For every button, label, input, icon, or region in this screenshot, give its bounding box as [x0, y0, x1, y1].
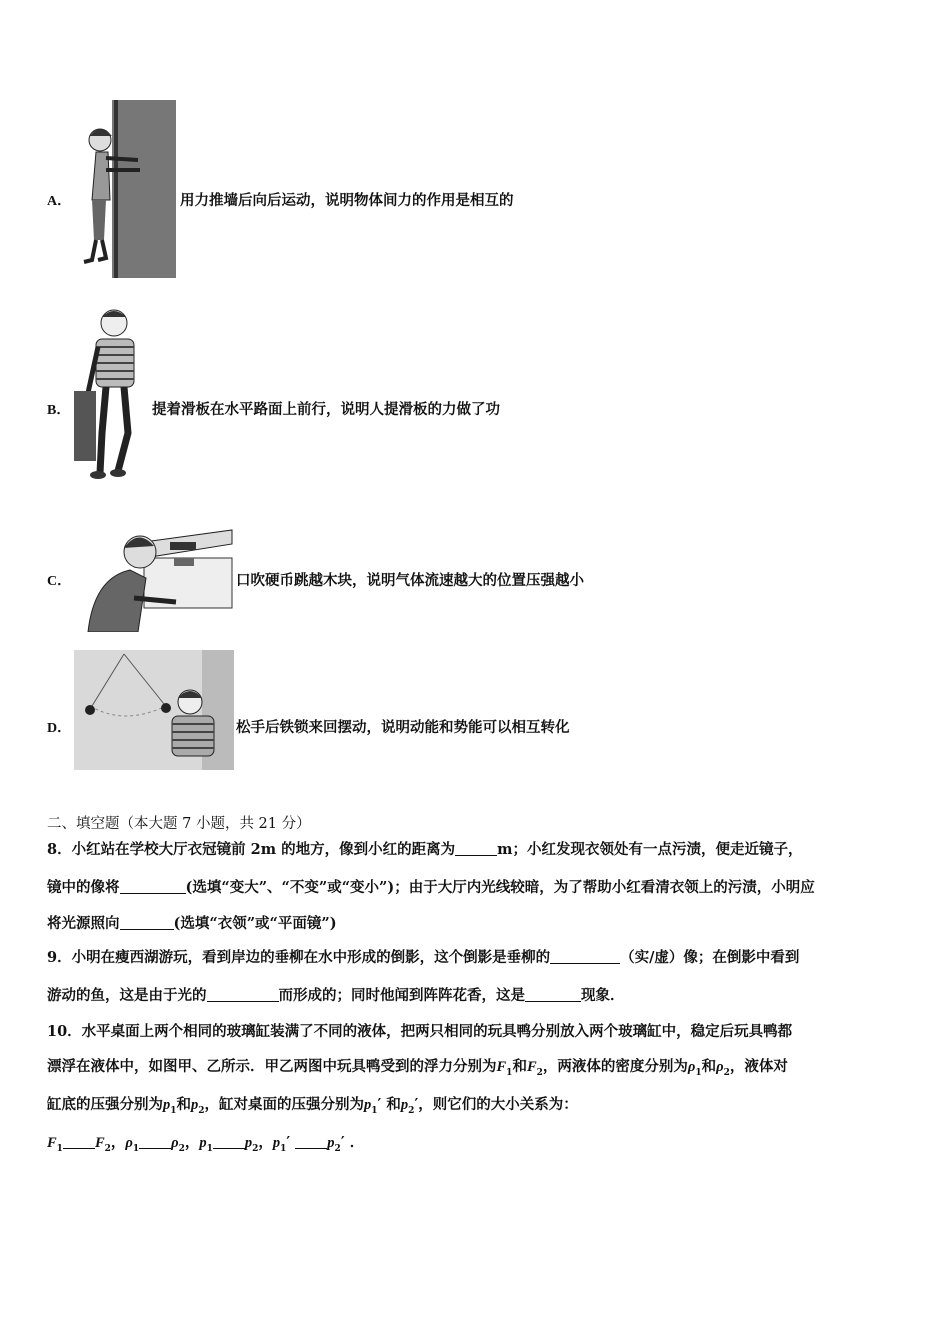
figure-pendulum-lock — [74, 650, 234, 770]
answer-blank[interactable] — [63, 1134, 95, 1150]
question-10-answer-line: $F_1$ $F_2$，$\rho_1$ $\rho_2$，$p_1$ $p_2$，$p_1'$ $p_2'$ ． — [47, 1134, 365, 1154]
answer-blank[interactable] — [213, 1134, 245, 1150]
option-text: 口吹硬币跳越木块，说明气体流速越大的位置压强越小 — [236, 572, 584, 589]
figure-push-wall — [78, 100, 178, 278]
question-10-line-3: 缸底的压强分别为$p_1$和$p_2$，缸对桌面的压强分别为$p_1'$ 和$p_2'$，则它们的大小关系为： — [47, 1096, 578, 1116]
option-text: 用力推墙后向后运动，说明物体间力的作用是相互的 — [180, 192, 514, 209]
option-c — [0, 522, 950, 632]
answer-blank[interactable] — [455, 841, 497, 857]
answer-blank[interactable] — [550, 949, 620, 965]
question-8-line-2: 镜中的像将 (选填“变大”、“不变”或“变小”)；由于大厅内光线较暗，为了帮助小红看清衣领上的污渍，小明应 — [47, 879, 815, 896]
question-8-line-1: 8．小红站在学校大厅衣冠镜前 2m 的地方，像到小红的距离为 m；小红发现衣领处有一点污渍，便走近镜子， — [47, 841, 803, 858]
question-9-line-2: 游动的鱼，这是由于光的 而形成的；同时他闻到阵阵花香，这是 现象． — [47, 987, 625, 1004]
option-text: 提着滑板在水平路面上前行，说明人提滑板的力做了功 — [152, 401, 500, 418]
option-letter: A． — [47, 194, 72, 209]
section-heading: 二、填空题（本大题 7 小题，共 21 分） — [47, 816, 311, 832]
option-letter: C． — [47, 574, 72, 589]
option-d — [0, 650, 950, 770]
answer-blank[interactable] — [120, 915, 174, 931]
option-letter: D． — [47, 721, 72, 736]
figure-carry-skateboard — [72, 303, 154, 483]
answer-blank[interactable] — [525, 987, 581, 1003]
question-10-line-2: 漂浮在液体中，如图甲、乙所示．甲乙两图中玩具鸭受到的浮力分别为$F_1$和$F_2$，两液体的密度分别为$\rho_1$和$\rho_2$，液体对 — [47, 1058, 788, 1078]
answer-blank[interactable] — [139, 1134, 171, 1150]
question-9-line-1: 9．小明在瘦西湖游玩，看到岸边的垂柳在水中形成的倒影，这个倒影是垂柳的 （实/虚）像；在倒影中看到 — [47, 949, 800, 966]
question-8-line-3: 将光源照向 (选填“衣领”或“平面镜”) — [47, 915, 337, 932]
answer-blank[interactable] — [207, 987, 279, 1003]
answer-blank[interactable] — [295, 1134, 327, 1150]
question-10-line-1: 10．水平桌面上两个相同的玻璃缸装满了不同的液体，把两只相同的玩具鸭分别放入两个玻璃缸中，稳定后玩具鸭都 — [47, 1023, 793, 1040]
option-b — [0, 303, 950, 483]
option-a — [0, 100, 950, 280]
option-text: 松手后铁锁来回摆动，说明动能和势能可以相互转化 — [236, 719, 570, 736]
answer-blank[interactable] — [120, 879, 186, 895]
option-letter: B． — [47, 403, 71, 418]
figure-blow-coin — [84, 522, 234, 632]
